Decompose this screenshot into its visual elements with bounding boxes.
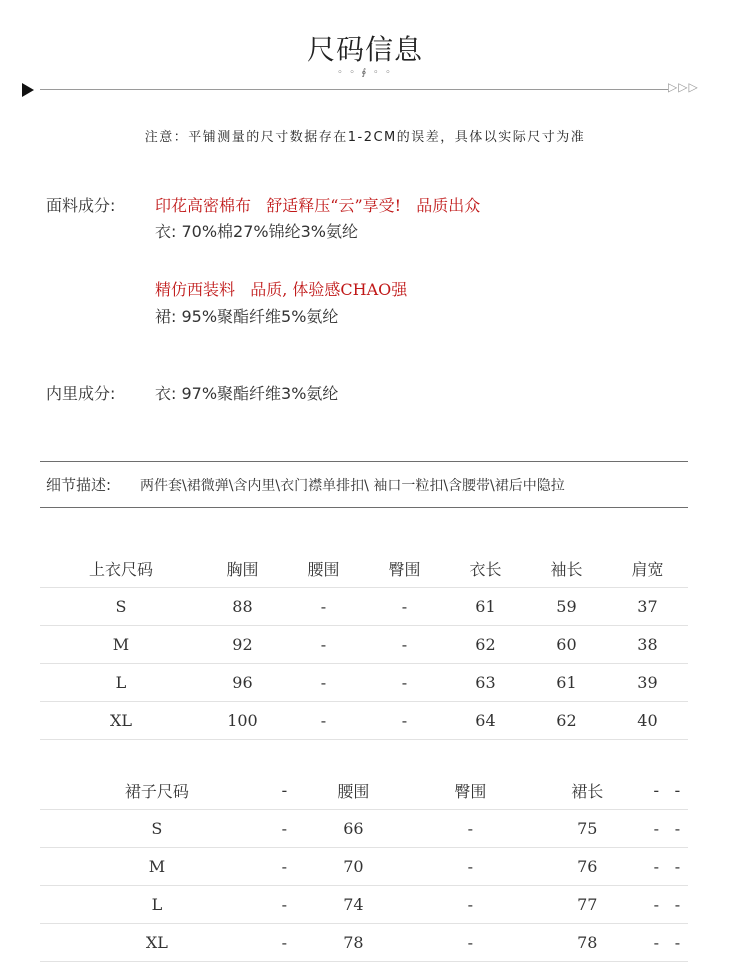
table-row <box>40 664 688 702</box>
table-cell: 88 <box>202 588 283 626</box>
header-cell: - <box>274 772 295 810</box>
header-cell: 衣长 <box>445 550 526 588</box>
table-cell: M <box>40 626 202 664</box>
lining-composition: 衣: 97%聚酯纤维3%氨纶 <box>155 384 339 403</box>
table-row <box>40 810 688 848</box>
table-cell: XL <box>40 924 274 962</box>
table-cell: S <box>40 810 274 848</box>
table-cell: - <box>364 664 445 702</box>
table-cell: - <box>667 848 688 886</box>
table-cell: 60 <box>526 626 607 664</box>
table-cell: 62 <box>445 626 526 664</box>
fabric-top-highlight: 印花高密棉布 舒适释压“云”享受! 品质出众 <box>155 196 481 215</box>
table-cell: - <box>646 848 667 886</box>
table-cell: - <box>283 626 364 664</box>
arrow-right-icon <box>22 83 34 97</box>
table-cell: - <box>412 924 529 962</box>
table-cell: S <box>40 588 202 626</box>
table-header-row <box>40 772 688 810</box>
fabric-skirt-highlight: 精仿西装料 品质, 体验感CHAO强 <box>155 280 408 299</box>
header-cell: 胸围 <box>202 550 283 588</box>
header-cell: 臀围 <box>412 772 529 810</box>
table-cell: - <box>646 886 667 924</box>
table-cell: - <box>364 626 445 664</box>
table-cell: 37 <box>607 588 688 626</box>
table-cell: - <box>274 924 295 962</box>
table-cell: 63 <box>445 664 526 702</box>
table-cell: - <box>646 810 667 848</box>
header-cell: 裙长 <box>529 772 646 810</box>
table-cell: - <box>646 924 667 962</box>
table-row <box>40 702 688 740</box>
table-cell: - <box>364 702 445 740</box>
table-cell: 75 <box>529 810 646 848</box>
table-cell: 59 <box>526 588 607 626</box>
lining-label: 内里成分: <box>46 384 116 403</box>
table-cell: - <box>667 886 688 924</box>
table-row <box>40 886 688 924</box>
table-cell: - <box>667 810 688 848</box>
table-cell: 78 <box>529 924 646 962</box>
fabric-label: 面料成分: <box>46 196 116 215</box>
header-cell: 袖长 <box>526 550 607 588</box>
page-title: 尺码信息 <box>306 33 423 66</box>
measurement-note: 注意：平铺测量的尺寸数据存在1-2CM的误差，具体以实际尺寸为准 <box>144 130 586 145</box>
header-cell: 腰围 <box>283 550 364 588</box>
triple-arrow-icon: ▷▷▷ <box>668 80 699 94</box>
table-cell: 77 <box>529 886 646 924</box>
table-cell: - <box>283 702 364 740</box>
details-text: 两件套\裙微弹\含内里\衣门襟单排扣\ 袖口一粒扣\含腰带\裙后中隐拉 <box>140 478 565 494</box>
header-cell: 裙子尺码 <box>40 772 274 810</box>
header-cell: 臀围 <box>364 550 445 588</box>
table-cell: L <box>40 664 202 702</box>
table-cell: 70 <box>295 848 412 886</box>
skirt-size-table <box>40 772 688 962</box>
fabric-skirt-composition: 裙: 95%聚酯纤维5%氨纶 <box>155 307 339 326</box>
table-cell: - <box>274 886 295 924</box>
table-cell: - <box>274 848 295 886</box>
table-cell: 40 <box>607 702 688 740</box>
fabric-top-composition: 衣: 70%棉27%锦纶3%氨纶 <box>155 222 358 241</box>
table-cell: 66 <box>295 810 412 848</box>
details-divider-top <box>40 461 688 462</box>
header-cell: 腰围 <box>295 772 412 810</box>
header-cell: 肩宽 <box>607 550 688 588</box>
table-cell: 78 <box>295 924 412 962</box>
table-cell: 76 <box>529 848 646 886</box>
details-divider-bottom <box>40 507 688 508</box>
table-cell: 38 <box>607 626 688 664</box>
header-cell: 上衣尺码 <box>40 550 202 588</box>
table-row <box>40 924 688 962</box>
header-divider <box>40 89 668 90</box>
table-cell: - <box>412 810 529 848</box>
header-cell: - <box>646 772 667 810</box>
table-cell: - <box>364 588 445 626</box>
table-cell: L <box>40 886 274 924</box>
table-row <box>40 848 688 886</box>
table-cell: XL <box>40 702 202 740</box>
header-cell: - <box>667 772 688 810</box>
table-header-row <box>40 550 688 588</box>
top-size-table <box>40 550 688 740</box>
table-cell: 92 <box>202 626 283 664</box>
table-cell: M <box>40 848 274 886</box>
table-cell: 62 <box>526 702 607 740</box>
table-cell: - <box>283 588 364 626</box>
table-row <box>40 588 688 626</box>
table-row <box>40 626 688 664</box>
table-cell: - <box>667 924 688 962</box>
table-cell: - <box>412 886 529 924</box>
table-cell: 61 <box>445 588 526 626</box>
table-cell: - <box>283 664 364 702</box>
table-cell: 74 <box>295 886 412 924</box>
table-cell: 96 <box>202 664 283 702</box>
table-cell: 64 <box>445 702 526 740</box>
title-ornament: ◦ ◦ ∮ ◦ ◦ <box>337 68 393 78</box>
details-label: 细节描述: <box>46 476 112 494</box>
table-cell: 61 <box>526 664 607 702</box>
table-cell: - <box>412 848 529 886</box>
table-cell: 100 <box>202 702 283 740</box>
table-cell: 39 <box>607 664 688 702</box>
table-cell: - <box>274 810 295 848</box>
